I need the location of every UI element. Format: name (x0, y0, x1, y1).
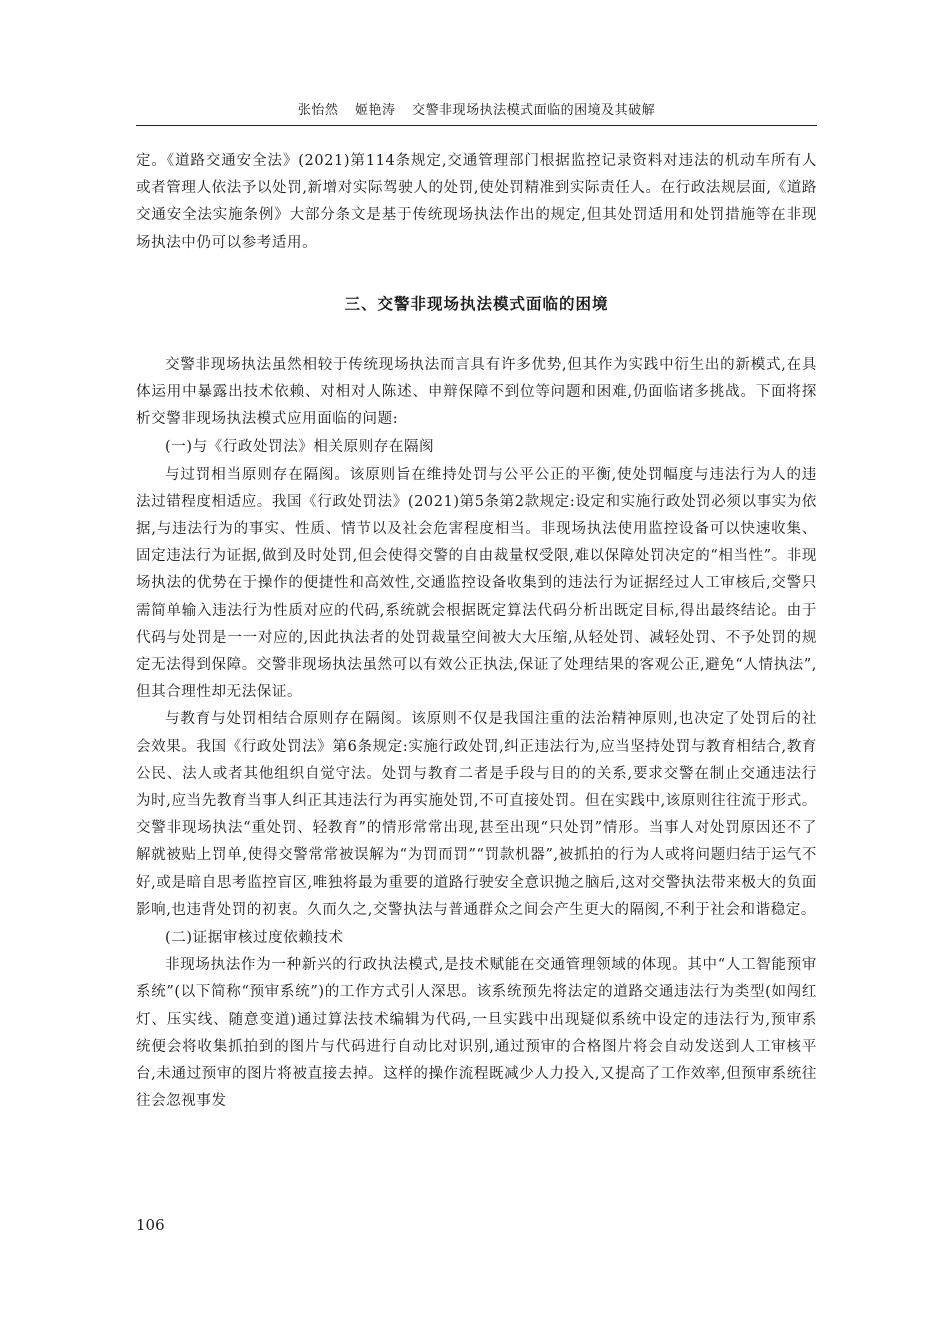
subsection-heading-1: (一)与《行政处罚法》相关原则存在隔阂 (165, 439, 435, 456)
section-heading: 三、交警非现场执法模式面临的困境 (344, 294, 609, 313)
paragraph-proportionality: 与过罚相当原则存在隔阂。该原则旨在维持处罚与公平公正的平衡,使处罚幅度与违法行为人的违法过错程度相适应。我国《行政处罚法》(2021)第5条第2款规定:设定和实施行政处罚必须以事实为依据,与违法行为的事实、性质、情节以及社会危害程度相当。非现场执法使用监控设备可以快速收集、固定违法行为证据,做到及时处罚,但会使得交警的自由裁量权受限,难以保障处罚决定的“相当性”。非现场执法的优势在于操作的便捷性和高效性,交通监控设备收集到的违法行为证据经过人工审核后,交警只需简单输入违法行为性质对应的代码,系统就会根据既定算法代码分析出既定目标,得出最终结论。由于代码与处罚是一一对应的,因此执法者的处罚裁量空间被大大压缩,从轻处罚、减轻处罚、不予处罚的规定无法得到保障。交警非现场执法虽然可以有效公正执法,保证了处理结果的客观公正,避免“人情执法”,但其合理性却无法保证。 (136, 466, 817, 701)
page-number: 106 (136, 1216, 165, 1234)
header-author-1: 张怡然 (297, 103, 339, 118)
paragraph-intro: 交警非现场执法虽然相较于传统现场执法而言具有许多优势,但其作为实践中衍生出的新模式,在具体运用中暴露出技术依赖、对相对人陈述、申辩保障不到位等问题和困难,仍面临诸多挑战。下面将探析交警非现场执法模式应用面临的问题: (136, 356, 817, 428)
article-body (136, 148, 817, 1116)
paragraph-evidence-review: 非现场执法作为一种新兴的行政执法模式,是技术赋能在交通管理领域的体现。其中“人工智能预审系统”(以下简称“预审系统”)的工作方式引人深思。该系统预先将法定的道路交通违法行为类型(如闯红灯、压实线、随意变道)通过算法技术编辑为代码,一旦实践中出现疑似系统中设定的违法行为,预审系统便会将收集抓拍到的图片与代码进行自动比对识别,通过预审的合格图片将会自动发送到人工审核平台,未通过预审的图片将被直接去掉。这样的操作流程既减少人力投入,又提高了工作效率,但预审系统往往会忽视事发 (136, 957, 817, 1110)
subsection-heading-2: (二)证据审核过度依赖技术 (165, 930, 344, 947)
paragraph-education: 与教育与处罚相结合原则存在隔阂。该原则不仅是我国注重的法治精神原则,也决定了处罚后的社会效果。我国《行政处罚法》第6条规定:实施行政处罚,纠正违法行为,应当坚持处罚与教育相结合,教育公民、法人或者其他组织自觉守法。处罚与教育二者是手段与目的的关系,要求交警在制止交通违法行为时,应当先教育当事人纠正其违法行为再实施处罚,不可直接处罚。但在实践中,该原则往往流于形式。交警非现场执法“重处罚、轻教育”的情形常常出现,甚至出现“只处罚”情形。当事人对处罚原因还不了解就被贴上罚单,使得交警常常被误解为“为罚而罚”“罚款机器”,被抓拍的行为人或将问题归结于运气不好,或是暗自思考监控盲区,唯独将最为重要的道路行驶安全意识抛之脑后,这对交警执法带来极大的负面影响,也违背处罚的初衷。久而久之,交警执法与普通群众之间会产生更大的隔阂,不利于社会和谐稳定。 (136, 711, 817, 918)
header-article-title: 交警非现场执法模式面临的困境及其破解 (412, 103, 656, 118)
running-header (136, 101, 817, 121)
header-author-2: 姬艳涛 (354, 103, 396, 118)
paragraph-continued: 定。《道路交通安全法》(2021)第114条规定,交通管理部门根据监控记录资料对违法的机动车所有人或者管理人依法予以处罚,新增对实际驾驶人的处罚,使处罚精准到实际责任人。在行政法规层面,《道路交通安全法实施条例》大部分条文是基于传统现场执法作出的规定,但其处罚适用和处罚措施等在非现场执法中仍可以参考适用。 (136, 153, 817, 251)
header-rule (136, 125, 817, 126)
